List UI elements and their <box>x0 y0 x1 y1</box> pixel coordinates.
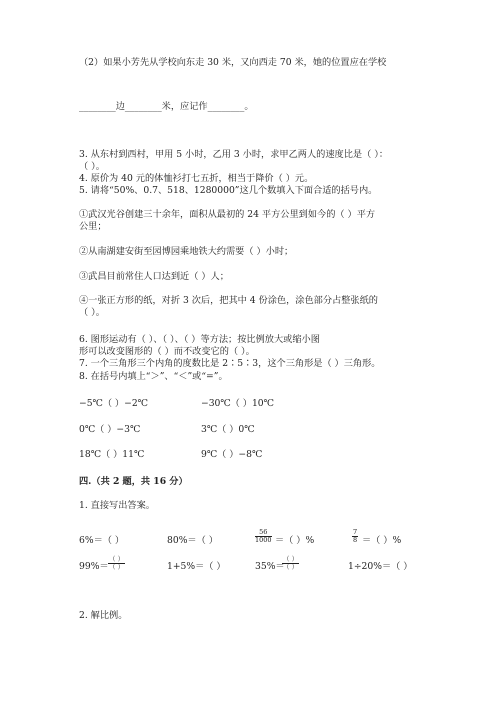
fraction-numerator: 56 <box>255 529 272 537</box>
subquestion-1-line-1: ①武汉光谷创建三十余年，面积从最初的 24 平方公里到如今的（ ）平方 <box>79 209 376 220</box>
question-6-line-2: 形可以改变图形的（ ）而不改变它的（ ）。 <box>79 346 255 357</box>
compare-item: 0℃（ ）−3℃ <box>79 424 141 435</box>
calc-item: 1÷20%＝（ ） <box>348 561 413 572</box>
question-6-line-1: 6. 图形运动有（ ）、（ ）、（ ）等方法；按比例放大或缩小图 <box>79 334 320 345</box>
calc-item: 1+5%＝（ ） <box>167 561 226 572</box>
subquestion-4-line-2: （ ）。 <box>79 307 105 318</box>
compare-item: −30℃（ ）10℃ <box>201 398 274 409</box>
question-2-line-1: （2）如果小芳先从学校向东走 30 米，又向西走 70 米，她的位置应在学校 <box>79 57 387 68</box>
question-4: 4. 原价为 40 元的体恤衫打七五折，相当于降价（ ）元。 <box>79 173 314 184</box>
question-3-line-2: （ ）。 <box>79 161 105 172</box>
question-3-line-1: 3. 从东村到西村，甲用 5 小时，乙用 3 小时，求甲乙两人的速度比是（ ）： <box>79 149 389 160</box>
section-4-question-2: 2. 解比例。 <box>79 610 128 621</box>
calc-item: ＝（ ）% <box>362 535 402 546</box>
fraction-numerator: （ ） <box>283 555 299 563</box>
fraction <box>108 556 125 571</box>
fraction-denominator: （ ） <box>109 563 125 571</box>
question-2-line-2: ________边________米，应记作________。 <box>79 101 254 112</box>
compare-item: 3℃（ ）0℃ <box>201 424 255 435</box>
fraction <box>352 529 358 544</box>
fraction-denominator: 8 <box>353 536 358 544</box>
compare-item: 9℃（ ）−8℃ <box>201 449 263 460</box>
question-5: 5. 请将“50%、0.7、518、1280000”这几个数填入下面合适的括号内。 <box>79 185 378 196</box>
fraction <box>255 529 272 544</box>
calc-item: 80%＝（ ） <box>167 535 218 546</box>
section-4-question-1: 1. 直接写出答案。 <box>79 500 155 511</box>
subquestion-2: ②从南湖建安街至园博园乘地铁大约需要（ ）小时； <box>79 246 294 257</box>
subquestion-1-line-2: 公里； <box>79 221 107 232</box>
compare-item: 18℃（ ）11℃ <box>79 449 145 460</box>
section-4-title: 四.（共 2 题，共 16 分） <box>79 476 188 487</box>
question-7: 7. 一个三角形三个内角的度数比是 2∶5∶3，这个三角形是（ ）三角形。 <box>79 358 381 369</box>
compare-item: −5℃（ ）−2℃ <box>79 398 148 409</box>
fraction-numerator: （ ） <box>109 555 125 563</box>
calc-item: ＝（ ）% <box>275 535 315 546</box>
fraction-numerator: 7 <box>353 528 358 536</box>
calc-item: 6%＝（ ） <box>79 535 125 546</box>
subquestion-3: ③武昌目前常住人口达到近（ ）人； <box>79 271 229 282</box>
fraction-denominator: （ ） <box>283 563 299 571</box>
fraction-denominator: 1000 <box>255 536 272 544</box>
fraction <box>282 556 299 571</box>
calc-item: 35%＝ <box>255 561 285 572</box>
calc-item: 99%＝ <box>79 561 109 572</box>
subquestion-4-line-1: ④一张正方形的纸，对折 3 次后，把其中 4 份涂色，涂色部分占整张纸的 <box>79 295 378 306</box>
question-8: 8. 在括号内填上“＞”、“＜”或“=”。 <box>79 371 228 382</box>
